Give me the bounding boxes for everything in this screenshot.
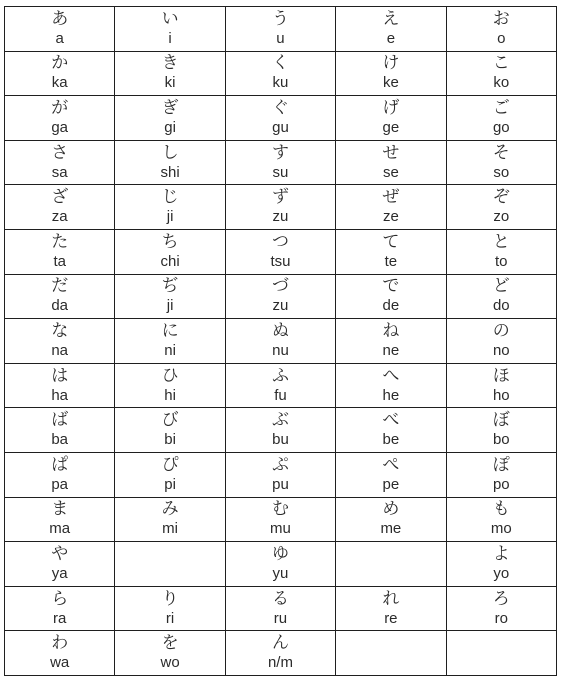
hiragana-character: べ xyxy=(382,410,400,431)
kana-cell xyxy=(446,408,556,453)
romaji-reading: ka xyxy=(51,74,68,92)
romaji-reading: ha xyxy=(51,386,69,404)
romaji-reading: po xyxy=(492,475,510,493)
hiragana-character: む xyxy=(271,499,289,520)
hiragana-character: ら xyxy=(51,588,69,609)
kana-cell xyxy=(225,497,335,542)
kana-cell xyxy=(5,319,115,364)
kana-cell xyxy=(336,586,446,631)
romaji-reading: a xyxy=(55,29,64,47)
hiragana-character: め xyxy=(382,499,400,520)
hiragana-character: え xyxy=(382,8,400,29)
kana-cell xyxy=(336,7,446,52)
romaji-reading: ki xyxy=(164,74,176,92)
hiragana-character: が xyxy=(51,97,69,118)
hiragana-character: に xyxy=(161,320,179,341)
hiragana-character: な xyxy=(51,320,69,341)
hiragana-character: こ xyxy=(492,53,510,74)
kana-cell xyxy=(446,140,556,185)
kana-cell xyxy=(5,586,115,631)
kana-cell xyxy=(5,229,115,274)
hiragana-character: ろ xyxy=(492,588,510,609)
romaji-reading: ge xyxy=(382,118,400,136)
romaji-reading: mu xyxy=(270,520,291,538)
hiragana-character: あ xyxy=(51,8,69,29)
romaji-reading: ji xyxy=(166,208,174,226)
hiragana-character: さ xyxy=(51,142,69,163)
romaji-reading: sa xyxy=(51,163,68,181)
hiragana-character: よ xyxy=(492,543,510,564)
kana-cell xyxy=(336,542,446,587)
kana-cell xyxy=(225,140,335,185)
hiragana-character: す xyxy=(271,142,289,163)
hiragana-character: の xyxy=(492,320,510,341)
romaji-reading: zu xyxy=(272,208,289,226)
romaji-reading: de xyxy=(382,297,400,315)
kana-cell xyxy=(336,497,446,542)
kana-cell xyxy=(336,452,446,497)
kana-cell xyxy=(5,363,115,408)
romaji-reading: pe xyxy=(382,475,400,493)
kana-cell xyxy=(336,363,446,408)
table-row xyxy=(5,140,557,185)
romaji-reading: wa xyxy=(50,654,70,672)
romaji-reading: ho xyxy=(492,386,510,404)
kana-cell xyxy=(336,185,446,230)
hiragana-character: ざ xyxy=(51,187,69,208)
romaji-reading: no xyxy=(492,341,510,359)
table-row xyxy=(5,363,557,408)
kana-cell xyxy=(446,497,556,542)
hiragana-character: ぞ xyxy=(492,187,510,208)
romaji-reading: ze xyxy=(382,208,399,226)
hiragana-character: ぺ xyxy=(382,454,400,475)
hiragana-character: ぷ xyxy=(271,454,289,475)
romaji-reading: mi xyxy=(162,520,178,538)
hiragana-character: わ xyxy=(51,633,69,654)
hiragana-character: ひ xyxy=(161,365,179,386)
kana-cell xyxy=(446,96,556,141)
romaji-reading: wo xyxy=(160,654,180,672)
kana-cell xyxy=(446,274,556,319)
kana-cell xyxy=(115,363,225,408)
romaji-reading: nu xyxy=(272,341,289,359)
romaji-reading: pu xyxy=(272,475,289,493)
romaji-reading: ne xyxy=(382,341,400,359)
table-row xyxy=(5,542,557,587)
kana-cell xyxy=(446,586,556,631)
kana-cell xyxy=(5,408,115,453)
romaji-reading: ta xyxy=(53,252,66,270)
romaji-reading: ma xyxy=(49,520,71,538)
hiragana-character: み xyxy=(161,499,179,520)
hiragana-character: や xyxy=(51,543,69,564)
kana-cell xyxy=(336,408,446,453)
hiragana-character: お xyxy=(492,8,510,29)
hiragana-character: ぼ xyxy=(492,410,510,431)
kana-cell xyxy=(5,274,115,319)
kana-cell xyxy=(225,586,335,631)
kana-cell xyxy=(446,319,556,364)
kana-cell xyxy=(5,140,115,185)
hiragana-table xyxy=(4,6,557,676)
hiragana-character: ね xyxy=(382,320,400,341)
hiragana-character: ぐ xyxy=(271,97,289,118)
romaji-reading: ri xyxy=(165,609,175,627)
hiragana-character: ほ xyxy=(492,365,510,386)
romaji-reading: ji xyxy=(166,297,174,315)
romaji-reading: gu xyxy=(272,118,289,136)
hiragana-character: い xyxy=(161,8,179,29)
kana-cell xyxy=(5,51,115,96)
romaji-reading: zu xyxy=(272,297,289,315)
romaji-reading: fu xyxy=(274,386,287,404)
kana-cell xyxy=(5,452,115,497)
hiragana-character: へ xyxy=(382,365,400,386)
hiragana-character: ず xyxy=(271,187,289,208)
kana-cell xyxy=(115,7,225,52)
kana-cell xyxy=(5,497,115,542)
romaji-reading: me xyxy=(380,520,402,538)
kana-cell xyxy=(5,7,115,52)
kana-cell xyxy=(446,51,556,96)
hiragana-character: し xyxy=(161,142,179,163)
kana-cell xyxy=(115,51,225,96)
kana-cell xyxy=(446,229,556,274)
romaji-reading: zo xyxy=(493,208,510,226)
kana-cell xyxy=(115,542,225,587)
kana-cell xyxy=(336,274,446,319)
hiragana-character: ぎ xyxy=(161,97,179,118)
hiragana-character: じ xyxy=(161,187,179,208)
romaji-reading: be xyxy=(382,431,400,449)
romaji-reading: tsu xyxy=(270,252,291,270)
romaji-reading: shi xyxy=(160,163,180,181)
hiragana-character: そ xyxy=(492,142,510,163)
table-row xyxy=(5,274,557,319)
romaji-reading: gi xyxy=(164,118,176,136)
kana-cell xyxy=(115,497,225,542)
table-row xyxy=(5,452,557,497)
table-row xyxy=(5,631,557,676)
hiragana-character: う xyxy=(271,8,289,29)
romaji-reading: se xyxy=(382,163,399,181)
hiragana-character: る xyxy=(271,588,289,609)
hiragana-character: り xyxy=(161,588,179,609)
romaji-reading: te xyxy=(384,252,398,270)
romaji-reading: ru xyxy=(273,609,288,627)
hiragana-character: と xyxy=(492,231,510,252)
hiragana-character: も xyxy=(492,499,510,520)
hiragana-character: ん xyxy=(271,633,289,654)
romaji-reading: ni xyxy=(164,341,176,359)
hiragana-character: だ xyxy=(51,276,69,297)
kana-cell xyxy=(336,229,446,274)
table-row xyxy=(5,229,557,274)
table-row xyxy=(5,185,557,230)
hiragana-character: び xyxy=(161,410,179,431)
table-row xyxy=(5,7,557,52)
kana-cell xyxy=(225,631,335,676)
kana-cell xyxy=(446,7,556,52)
kana-cell xyxy=(225,185,335,230)
kana-cell xyxy=(5,185,115,230)
kana-cell xyxy=(115,586,225,631)
romaji-reading: bi xyxy=(164,431,176,449)
romaji-reading: ra xyxy=(53,609,67,627)
table-row xyxy=(5,408,557,453)
hiragana-table-body xyxy=(5,7,557,676)
table-row xyxy=(5,497,557,542)
table-row xyxy=(5,319,557,364)
romaji-reading: re xyxy=(384,609,398,627)
romaji-reading: ro xyxy=(494,609,508,627)
hiragana-character: ぱ xyxy=(51,454,69,475)
romaji-reading: ba xyxy=(51,431,69,449)
kana-cell xyxy=(115,631,225,676)
romaji-reading: ga xyxy=(51,118,69,136)
kana-cell xyxy=(446,185,556,230)
romaji-reading: u xyxy=(276,29,285,47)
romaji-reading: yo xyxy=(493,564,510,582)
romaji-reading: za xyxy=(51,208,68,226)
hiragana-character: せ xyxy=(382,142,400,163)
kana-cell xyxy=(225,363,335,408)
table-row xyxy=(5,586,557,631)
romaji-reading: n/m xyxy=(267,654,293,672)
romaji-reading: ke xyxy=(382,74,399,92)
kana-cell xyxy=(446,631,556,676)
romaji-reading: go xyxy=(492,118,510,136)
romaji-reading: i xyxy=(168,29,172,47)
hiragana-character: ぴ xyxy=(161,454,179,475)
hiragana-character: ゆ xyxy=(271,543,289,564)
hiragana-character: ぜ xyxy=(382,187,400,208)
kana-cell xyxy=(115,274,225,319)
hiragana-character: き xyxy=(161,53,179,74)
kana-cell xyxy=(225,542,335,587)
kana-cell xyxy=(225,229,335,274)
hiragana-character: ま xyxy=(51,499,69,520)
romaji-reading: do xyxy=(492,297,510,315)
kana-cell xyxy=(115,185,225,230)
hiragana-character: ご xyxy=(492,97,510,118)
hiragana-character: ど xyxy=(492,276,510,297)
kana-cell xyxy=(336,140,446,185)
romaji-reading: pa xyxy=(51,475,69,493)
hiragana-character: ぶ xyxy=(271,410,289,431)
hiragana-character: て xyxy=(382,231,400,252)
kana-cell xyxy=(115,140,225,185)
romaji-reading: ku xyxy=(272,74,289,92)
hiragana-character: げ xyxy=(382,97,400,118)
hiragana-character: け xyxy=(382,53,400,74)
romaji-reading: bu xyxy=(272,431,289,449)
kana-cell xyxy=(225,7,335,52)
romaji-reading: na xyxy=(51,341,69,359)
hiragana-character: ふ xyxy=(271,365,289,386)
kana-cell xyxy=(336,631,446,676)
kana-cell xyxy=(115,452,225,497)
kana-cell xyxy=(5,542,115,587)
kana-cell xyxy=(336,51,446,96)
hiragana-character: ち xyxy=(161,231,179,252)
romaji-reading: chi xyxy=(160,252,180,270)
kana-cell xyxy=(225,408,335,453)
kana-cell xyxy=(225,96,335,141)
table-row xyxy=(5,51,557,96)
hiragana-character: は xyxy=(51,365,69,386)
romaji-reading: ya xyxy=(51,564,68,582)
romaji-reading: pi xyxy=(164,475,176,493)
romaji-reading: da xyxy=(51,297,69,315)
hiragana-character: ぢ xyxy=(161,276,179,297)
romaji-reading: ko xyxy=(493,74,510,92)
kana-cell xyxy=(225,274,335,319)
table-row xyxy=(5,96,557,141)
hiragana-character: た xyxy=(51,231,69,252)
romaji-reading: to xyxy=(495,252,508,270)
hiragana-character: ぽ xyxy=(492,454,510,475)
hiragana-character: く xyxy=(271,53,289,74)
hiragana-character: つ xyxy=(271,231,289,252)
kana-cell xyxy=(446,452,556,497)
romaji-reading: he xyxy=(382,386,400,404)
hiragana-character: ぬ xyxy=(271,320,289,341)
hiragana-character: で xyxy=(382,276,400,297)
kana-cell xyxy=(336,96,446,141)
romaji-reading: yu xyxy=(272,564,289,582)
kana-cell xyxy=(225,319,335,364)
kana-cell xyxy=(5,96,115,141)
kana-cell xyxy=(115,229,225,274)
kana-cell xyxy=(5,631,115,676)
kana-cell xyxy=(225,452,335,497)
kana-cell xyxy=(115,319,225,364)
romaji-reading: bo xyxy=(492,431,510,449)
romaji-reading: o xyxy=(497,29,506,47)
romaji-reading: so xyxy=(493,163,510,181)
hiragana-character: ば xyxy=(51,410,69,431)
kana-cell xyxy=(336,319,446,364)
romaji-reading: mo xyxy=(490,520,512,538)
hiragana-character: を xyxy=(161,633,179,654)
hiragana-character: か xyxy=(51,53,69,74)
kana-cell xyxy=(446,542,556,587)
romaji-reading: hi xyxy=(164,386,176,404)
romaji-reading: su xyxy=(272,163,289,181)
hiragana-character: れ xyxy=(382,588,400,609)
kana-cell xyxy=(115,96,225,141)
kana-cell xyxy=(115,408,225,453)
kana-cell xyxy=(225,51,335,96)
kana-cell xyxy=(446,363,556,408)
hiragana-character: づ xyxy=(271,276,289,297)
romaji-reading: e xyxy=(386,29,396,47)
